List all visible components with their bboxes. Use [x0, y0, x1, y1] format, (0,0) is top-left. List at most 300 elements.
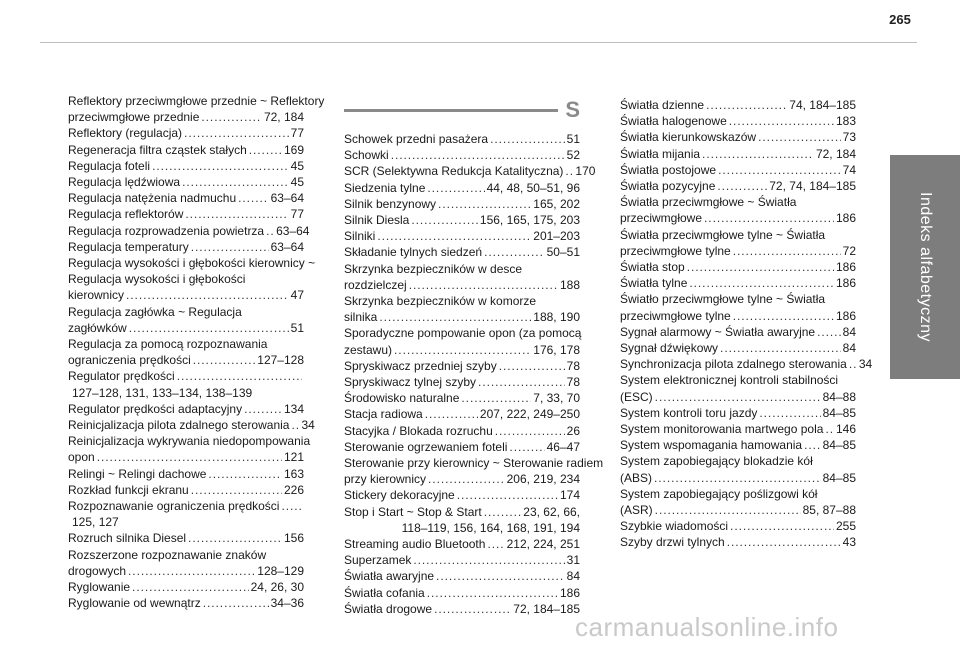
dot-leader	[461, 390, 531, 406]
dot-leader	[689, 275, 834, 291]
index-term: Środowisko naturalne	[344, 391, 460, 406]
index-term: Sygnał alarmowy ~ Światła awaryjne	[620, 324, 816, 339]
index-pages: 78	[566, 358, 580, 373]
index-entry	[344, 228, 580, 244]
dot-leader	[730, 518, 834, 534]
dot-leader	[509, 439, 544, 455]
dot-leader	[729, 113, 834, 129]
index-pages: 7, 33, 70	[533, 391, 580, 406]
index-term: Regulacja temperatury	[68, 239, 189, 254]
index-entry	[620, 210, 856, 226]
side-tab	[890, 155, 960, 379]
index-term: Regulacja lędźwiowa	[68, 175, 181, 190]
index-term: kierownicy	[68, 288, 125, 303]
dot-leader	[718, 162, 841, 178]
dot-leader	[291, 417, 299, 433]
index-term: Silniki	[344, 229, 376, 244]
index-pages: 24, 26, 30	[250, 580, 304, 595]
dot-leader	[394, 342, 531, 358]
index-entry	[344, 423, 580, 439]
index-pages-continued: 118–119, 156, 164, 168, 191, 194	[401, 520, 580, 535]
index-entry	[68, 530, 304, 546]
index-pages: 45	[290, 175, 304, 190]
index-pages: 188, 190	[533, 310, 580, 325]
index-pages: 63–64	[270, 191, 304, 206]
index-term: Regulacja rozprowadzenia powietrza	[68, 223, 265, 238]
dot-leader	[428, 471, 505, 487]
dot-leader	[193, 352, 256, 368]
dot-leader	[434, 601, 511, 617]
index-term: Schowki	[344, 148, 389, 163]
index-pages: 226	[283, 482, 304, 497]
index-term: Sterowanie ogrzewaniem foteli	[344, 439, 508, 454]
dot-leader	[177, 368, 302, 384]
index-term-line: Światła przeciwmgłowe ~ Światła	[620, 195, 797, 210]
index-pages: 34	[301, 418, 315, 433]
index-term-line: Regulacja wysokości i głębokości kierownicy ~	[68, 256, 316, 271]
index-entry	[344, 552, 580, 568]
index-term: SCR (Selektywna Redukcja Katalityczna)	[344, 164, 564, 179]
index-entry	[344, 601, 580, 617]
index-entry	[68, 239, 304, 255]
index-entry	[344, 342, 580, 358]
index-pages: 84	[842, 324, 856, 339]
index-entry	[344, 358, 580, 374]
index-entry	[344, 568, 580, 584]
index-pages: 47	[290, 288, 304, 303]
dot-leader	[706, 97, 787, 113]
index-pages: 186	[835, 260, 856, 275]
dot-leader	[717, 178, 767, 194]
index-term: Regeneracja filtra cząstek stałych	[68, 142, 247, 157]
index-entry	[68, 109, 304, 125]
index-entry	[620, 356, 873, 372]
index-pages: 134	[283, 401, 304, 416]
dot-leader	[655, 389, 821, 405]
index-term: Silnik benzynowy	[344, 196, 437, 211]
index-term: Regulacja foteli	[68, 158, 151, 173]
index-entry	[620, 178, 856, 194]
dot-leader	[484, 504, 522, 520]
index-term: Światła awaryjne	[344, 569, 435, 584]
index-term-line: Rozszerzone rozpoznawanie znaków	[68, 547, 267, 562]
index-pages: 51	[290, 320, 304, 335]
index-entry	[68, 158, 304, 174]
index-term-line: Skrzynka bezpieczników w komorze	[344, 294, 537, 309]
dot-leader	[152, 158, 289, 174]
index-pages: 146	[835, 422, 856, 437]
index-entry	[620, 129, 856, 145]
index-entry	[68, 174, 304, 190]
index-pages: 186	[559, 585, 580, 600]
index-entry	[344, 390, 580, 406]
index-term: Stop i Start ~ Stop & Start	[344, 504, 482, 519]
index-term: zagłówków	[68, 320, 127, 335]
index-pages: 74	[842, 162, 856, 177]
index-pages: 63–64	[276, 223, 310, 238]
index-term: Ryglowanie od wewnątrz	[68, 596, 201, 611]
dot-leader	[281, 498, 302, 514]
index-entry	[620, 162, 856, 178]
index-pages: 212, 224, 251	[506, 537, 580, 552]
index-entry	[344, 374, 580, 390]
index-pages: 34	[858, 357, 873, 372]
dot-leader	[817, 324, 841, 340]
index-pages: 165, 202	[533, 196, 580, 211]
dot-leader	[702, 146, 814, 162]
index-entry	[620, 340, 856, 356]
index-entry	[344, 487, 580, 503]
index-term: Rozkład funkcji ekranu	[68, 482, 189, 497]
index-entry	[344, 163, 596, 179]
dot-leader	[413, 552, 564, 568]
dot-leader	[191, 239, 269, 255]
dot-leader	[759, 405, 820, 421]
index-pages: 255	[835, 519, 856, 534]
index-pages: 73	[842, 130, 856, 145]
index-entry	[68, 498, 304, 514]
index-entry	[620, 308, 856, 324]
index-pages: 169	[283, 142, 304, 157]
index-pages: 84	[842, 341, 856, 356]
index-term-line: Reflektory przeciwmgłowe przednie ~ Reflektory	[68, 94, 325, 108]
index-entry	[344, 196, 580, 212]
dot-leader	[484, 244, 545, 260]
index-pages: 121	[283, 450, 304, 465]
dot-leader	[425, 406, 478, 422]
index-term: Streaming audio Bluetooth	[344, 537, 486, 552]
dot-leader	[457, 487, 558, 503]
header-divider	[40, 42, 917, 43]
index-pages: 77	[290, 126, 304, 141]
index-term-line: Regulacja zagłówka ~ Regulacja	[68, 304, 242, 319]
index-term: przeciwmgłowe tylne	[620, 243, 731, 258]
index-term: Ryglowanie	[68, 580, 131, 595]
index-term: Światła postojowe	[620, 162, 717, 177]
index-pages: 127–128	[257, 353, 304, 368]
index-entry	[620, 146, 856, 162]
index-pages: 186	[835, 308, 856, 323]
index-pages: 45	[290, 158, 304, 173]
index-entry	[620, 534, 856, 550]
index-pages: 44, 48, 50–51, 96	[486, 180, 580, 195]
index-pages: 77	[290, 207, 304, 222]
index-term: Rozruch silnika Diesel	[68, 531, 187, 546]
index-entry	[620, 405, 856, 421]
index-entry	[620, 275, 856, 291]
index-pages: 183	[835, 114, 856, 129]
index-entry	[620, 518, 856, 534]
dot-leader	[733, 243, 841, 259]
index-term: Reflektory (regulacja)	[68, 126, 183, 141]
index-term: drogowych	[68, 563, 127, 578]
index-entry	[344, 471, 580, 487]
index-entry	[620, 243, 856, 259]
index-pages: 186	[835, 276, 856, 291]
index-pages: 72, 184	[263, 110, 304, 125]
index-entry	[344, 309, 580, 325]
dot-leader	[391, 147, 565, 163]
index-entry	[68, 368, 304, 384]
dot-leader	[126, 287, 289, 303]
index-term-line: System zapobiegający poślizgowi kół	[620, 486, 818, 501]
index-term: Silnik Diesla	[344, 213, 410, 228]
index-entry	[68, 401, 304, 417]
index-entry	[68, 287, 304, 303]
index-entry	[344, 406, 580, 422]
index-entry	[68, 449, 304, 465]
index-entry	[68, 223, 310, 239]
dot-leader	[266, 223, 274, 239]
index-pages: 156	[283, 531, 304, 546]
index-term-line: Skrzynka bezpieczników w desce	[344, 261, 523, 276]
index-term: przy kierownicy	[344, 472, 427, 487]
index-pages: 84–85	[822, 405, 856, 420]
index-term: Stacja radiowa	[344, 407, 423, 422]
dot-leader	[478, 374, 565, 390]
index-pages: 51	[566, 132, 580, 146]
index-entry	[68, 417, 315, 433]
index-term: Składanie tylnych siedzeń	[344, 245, 483, 260]
index-pages: 43	[842, 535, 856, 550]
index-entry	[344, 536, 580, 552]
index-column-3	[620, 97, 873, 551]
index-entry	[68, 190, 304, 206]
index-term: Szyby drzwi tylnych	[620, 535, 725, 550]
dot-leader	[249, 142, 282, 158]
index-pages: 174	[559, 488, 580, 503]
index-pages: 46–47	[546, 439, 580, 454]
index-entry	[68, 579, 304, 595]
index-pages: 50–51	[546, 245, 580, 260]
index-pages: 84–85	[822, 438, 856, 453]
index-pages: 206, 219, 234	[506, 472, 580, 487]
index-term: Stickery dekoracyjne	[344, 488, 455, 503]
index-entry	[68, 595, 304, 611]
dot-leader	[377, 228, 531, 244]
index-term: Regulacja natężenia nadmuchu	[68, 191, 237, 206]
index-term-line: Regulacja wysokości i głębokości	[68, 272, 246, 287]
dot-leader	[490, 131, 565, 147]
index-term: Regulator prędkości adaptacyjny	[68, 401, 243, 416]
index-entry	[68, 352, 304, 368]
index-term-line: System elektronicznej kontroli stabilności	[620, 373, 839, 388]
index-term: Siedzenia tylne	[344, 180, 426, 195]
dot-leader	[244, 401, 282, 417]
index-term: opon	[68, 450, 95, 465]
index-pages: 188	[559, 277, 580, 292]
index-term: Sygnał dźwiękowy	[620, 341, 719, 356]
index-entry	[344, 244, 580, 260]
dot-leader	[655, 502, 801, 518]
index-entry	[68, 466, 304, 482]
section-header-bar	[344, 109, 558, 112]
index-term: przeciwmgłowe	[620, 211, 703, 226]
dot-leader	[203, 595, 269, 611]
index-pages: 23, 62, 66,	[523, 504, 580, 519]
dot-leader	[727, 534, 841, 550]
index-pages: 201–203	[533, 229, 580, 244]
dot-leader	[411, 212, 478, 228]
index-term: Schowek przedni pasażera	[344, 132, 489, 146]
index-term: zestawu)	[344, 342, 393, 357]
section-letter: S	[565, 97, 580, 122]
dot-leader	[849, 356, 857, 372]
index-term: Światła tylne	[620, 276, 688, 291]
index-entry	[620, 97, 856, 113]
dot-leader	[238, 190, 269, 206]
index-entry	[68, 142, 304, 158]
index-term: Światła mijania	[620, 146, 701, 161]
index-term: Regulacja reflektorów	[68, 207, 184, 222]
dot-leader	[427, 585, 558, 601]
index-term: ograniczenia prędkości	[68, 353, 191, 368]
dot-leader	[201, 109, 262, 125]
dot-leader	[182, 174, 289, 190]
index-term-line: Sterowanie przy kierownicy ~ Sterowanie radiem	[344, 456, 604, 471]
dot-leader	[804, 437, 821, 453]
dot-leader	[436, 568, 565, 584]
dot-leader	[438, 196, 531, 212]
index-term: Światła drogowe	[344, 601, 433, 616]
index-pages: 34–36	[270, 596, 304, 611]
index-pages: 170	[575, 164, 596, 179]
index-entry	[620, 502, 856, 518]
dot-leader	[129, 320, 289, 336]
index-term: przeciwmgłowe przednie	[68, 110, 200, 125]
index-term-line: Regulacja za pomocą rozpoznawania	[68, 337, 268, 352]
dot-leader	[825, 421, 834, 437]
index-entry	[344, 504, 580, 520]
dot-leader	[409, 277, 558, 293]
index-entry	[68, 125, 304, 141]
index-term: Rozpoznawanie ograniczenia prędkości	[68, 499, 280, 514]
index-term-line: Reinicjalizacja wykrywania niedopompowania	[68, 434, 311, 449]
dot-leader	[758, 129, 841, 145]
index-term: (ASR)	[620, 503, 653, 518]
index-pages: 72, 74, 184–185	[769, 179, 856, 194]
index-pages: 176, 178	[533, 342, 580, 357]
index-pages: 52	[566, 148, 580, 163]
watermark: carmanualsonline.info	[575, 612, 839, 642]
index-term: Synchronizacja pilota zdalnego sterowania	[620, 357, 847, 372]
index-column-1	[68, 93, 325, 612]
index-pages: 84–85	[822, 470, 856, 485]
dot-leader	[427, 180, 484, 196]
index-term: Regulator prędkości	[68, 369, 175, 384]
section-header	[344, 97, 580, 124]
dot-leader	[654, 470, 821, 486]
dot-leader	[128, 563, 255, 579]
index-entry	[344, 277, 580, 293]
index-entry	[344, 147, 580, 163]
index-entry	[620, 324, 856, 340]
index-term: Światła dzienne	[620, 98, 705, 112]
dot-leader	[565, 163, 573, 179]
index-entry	[620, 437, 856, 453]
index-pages: 85, 87–88	[802, 503, 856, 518]
index-entry	[68, 206, 304, 222]
index-pages-continued: 125, 127	[72, 515, 119, 530]
index-pages: 128–129	[257, 563, 304, 578]
index-pages: 78	[566, 375, 580, 390]
index-term: Spryskiwacz tylnej szyby	[344, 375, 477, 390]
index-entry	[620, 389, 856, 405]
index-entry	[68, 482, 304, 498]
index-entry	[620, 113, 856, 129]
dot-leader	[733, 308, 834, 324]
index-term: System kontroli toru jazdy	[620, 405, 758, 420]
index-pages: 186	[835, 211, 856, 226]
index-entry	[68, 320, 304, 336]
index-pages: 72, 184	[815, 146, 856, 161]
index-column-2	[344, 131, 604, 617]
index-entry	[344, 439, 580, 455]
dot-leader	[208, 466, 282, 482]
index-entry	[344, 212, 580, 228]
index-pages: 207, 222, 249–250	[479, 407, 580, 422]
index-pages: 72, 184–185	[513, 601, 580, 616]
index-pages: 156, 165, 175, 203	[479, 213, 580, 228]
index-term-line: System zapobiegający blokadzie kół	[620, 454, 813, 469]
index-term-line: Sporadyczne pompowanie opon (za pomocą	[344, 326, 582, 341]
index-term: Spryskiwacz przedniej szyby	[344, 358, 497, 373]
index-term: Światła pozycyjne	[620, 179, 716, 194]
index-entry	[68, 563, 304, 579]
dot-leader	[97, 449, 282, 465]
index-pages: 84	[566, 569, 580, 584]
dot-leader	[720, 340, 841, 356]
dot-leader	[499, 358, 565, 374]
index-term: rozdzielczej	[344, 277, 407, 292]
index-pages: 163	[283, 466, 304, 481]
index-entry	[620, 259, 856, 275]
index-term: Światła kierunkowskazów	[620, 130, 757, 145]
index-term: Relingi ~ Relingi dachowe	[68, 466, 207, 481]
dot-leader	[191, 482, 282, 498]
dot-leader	[185, 206, 288, 222]
dot-leader	[704, 210, 834, 226]
dot-leader	[487, 536, 504, 552]
index-term: Superzamek	[344, 553, 412, 568]
side-tab-label: Indeks alfabetyczny	[917, 191, 934, 343]
dot-leader	[379, 309, 531, 325]
dot-leader	[687, 259, 834, 275]
index-entry	[620, 470, 856, 486]
index-entry	[620, 421, 856, 437]
index-pages: 63–64	[270, 239, 304, 254]
index-term: Szybkie wiadomości	[620, 519, 729, 534]
index-term: Reinicjalizacja pilota zdalnego sterowania	[68, 418, 290, 433]
index-entry	[344, 585, 580, 601]
index-pages-continued: 127–128, 131, 133–134, 138–139	[72, 385, 253, 400]
index-term: Światła stop	[620, 260, 685, 275]
index-term: przeciwmgłowe tylne	[620, 308, 731, 323]
dot-leader	[132, 579, 249, 595]
index-term-line: Światła przeciwmgłowe tylne ~ Światła	[620, 227, 826, 242]
index-term: (ABS)	[620, 470, 653, 485]
index-term: System monitorowania martwego pola	[620, 422, 824, 437]
index-term: Światła halogenowe	[620, 114, 727, 129]
index-pages: 72	[842, 243, 856, 258]
index-term: silnika	[344, 310, 378, 325]
index-pages: 84–88	[822, 389, 856, 404]
dot-leader	[188, 530, 282, 546]
index-term: Światła cofania	[344, 585, 425, 600]
index-term: (ESC)	[620, 389, 653, 404]
index-entry	[344, 131, 580, 147]
index-entry	[344, 180, 580, 196]
